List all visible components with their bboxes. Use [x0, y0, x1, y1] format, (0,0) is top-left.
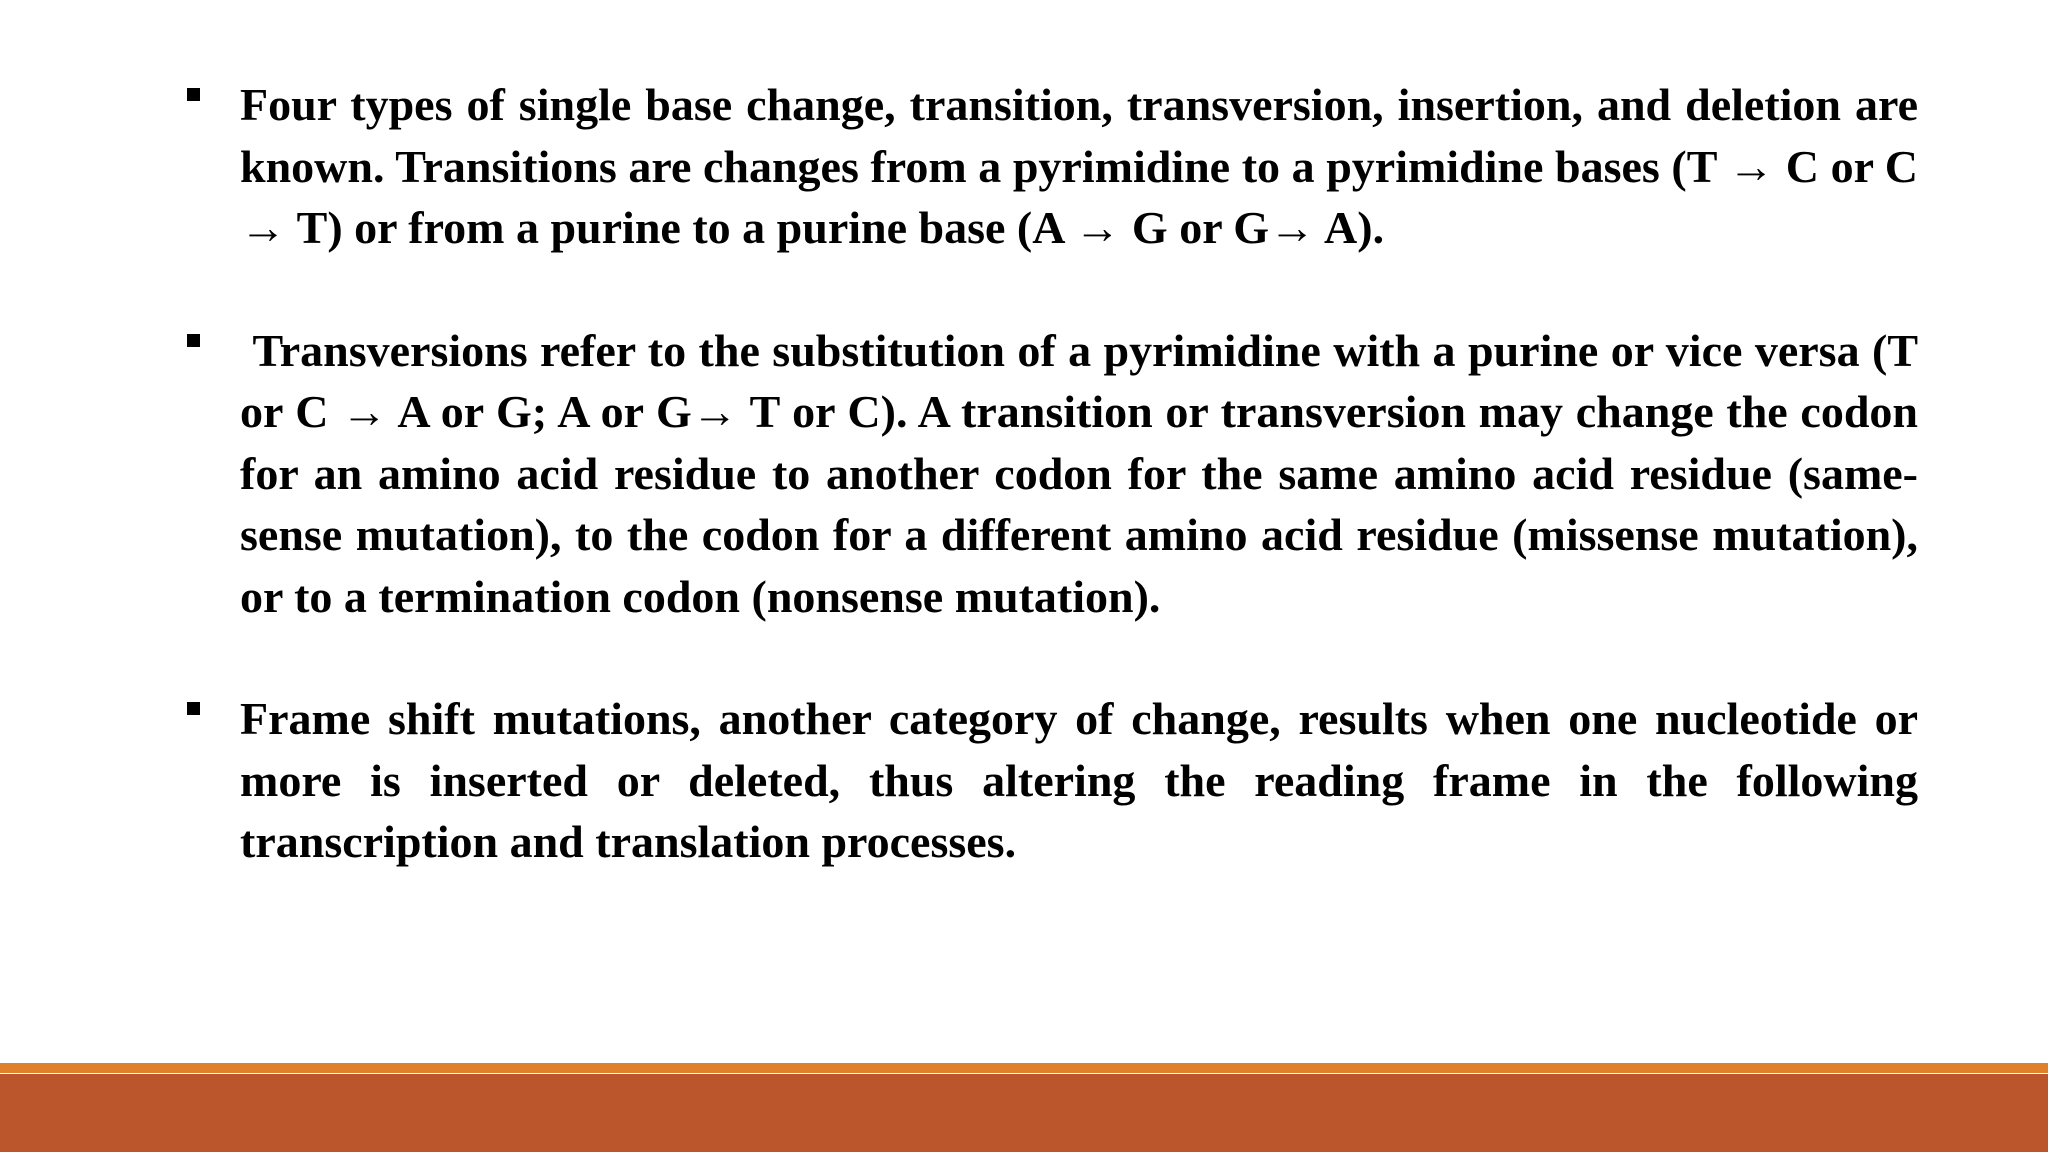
footer-accent-line: [0, 1063, 2048, 1073]
square-bullet-icon: [187, 702, 200, 715]
bullet-item: [184, 320, 1930, 628]
square-bullet-icon: [187, 88, 200, 101]
bullet-item: [184, 74, 1918, 259]
bullet-item: [184, 688, 1918, 873]
square-bullet-icon: [187, 334, 200, 347]
bullet-text: Four types of single base change, transition, transversion, insertion, and deletion are known. Transitions are changes from a pyrimidine to a pyrimidine bases (T → C or C → T) or from a purine to a purine base (A → G or G→ A).: [240, 79, 1918, 253]
bullet-text: Frame shift mutations, another category of change, results when one nucleotide or more is inserted or deleted, thus altering the reading frame in the following transcription and translation processes.: [240, 693, 1918, 867]
bullet-list: [184, 74, 1930, 934]
footer-band: [0, 1074, 2048, 1152]
bullet-text: Transversions refer to the substitution of a pyrimidine with a purine or vice versa (T or C → A or G; A or G→ T or C). A transition or transversion may change the codon for an amino acid residue to another codon for the same amino acid residue (same-sense mutation), to the codon for a different amino acid residue (missense mutation), or to a termination codon (nonsense mutation).: [240, 324, 1930, 622]
